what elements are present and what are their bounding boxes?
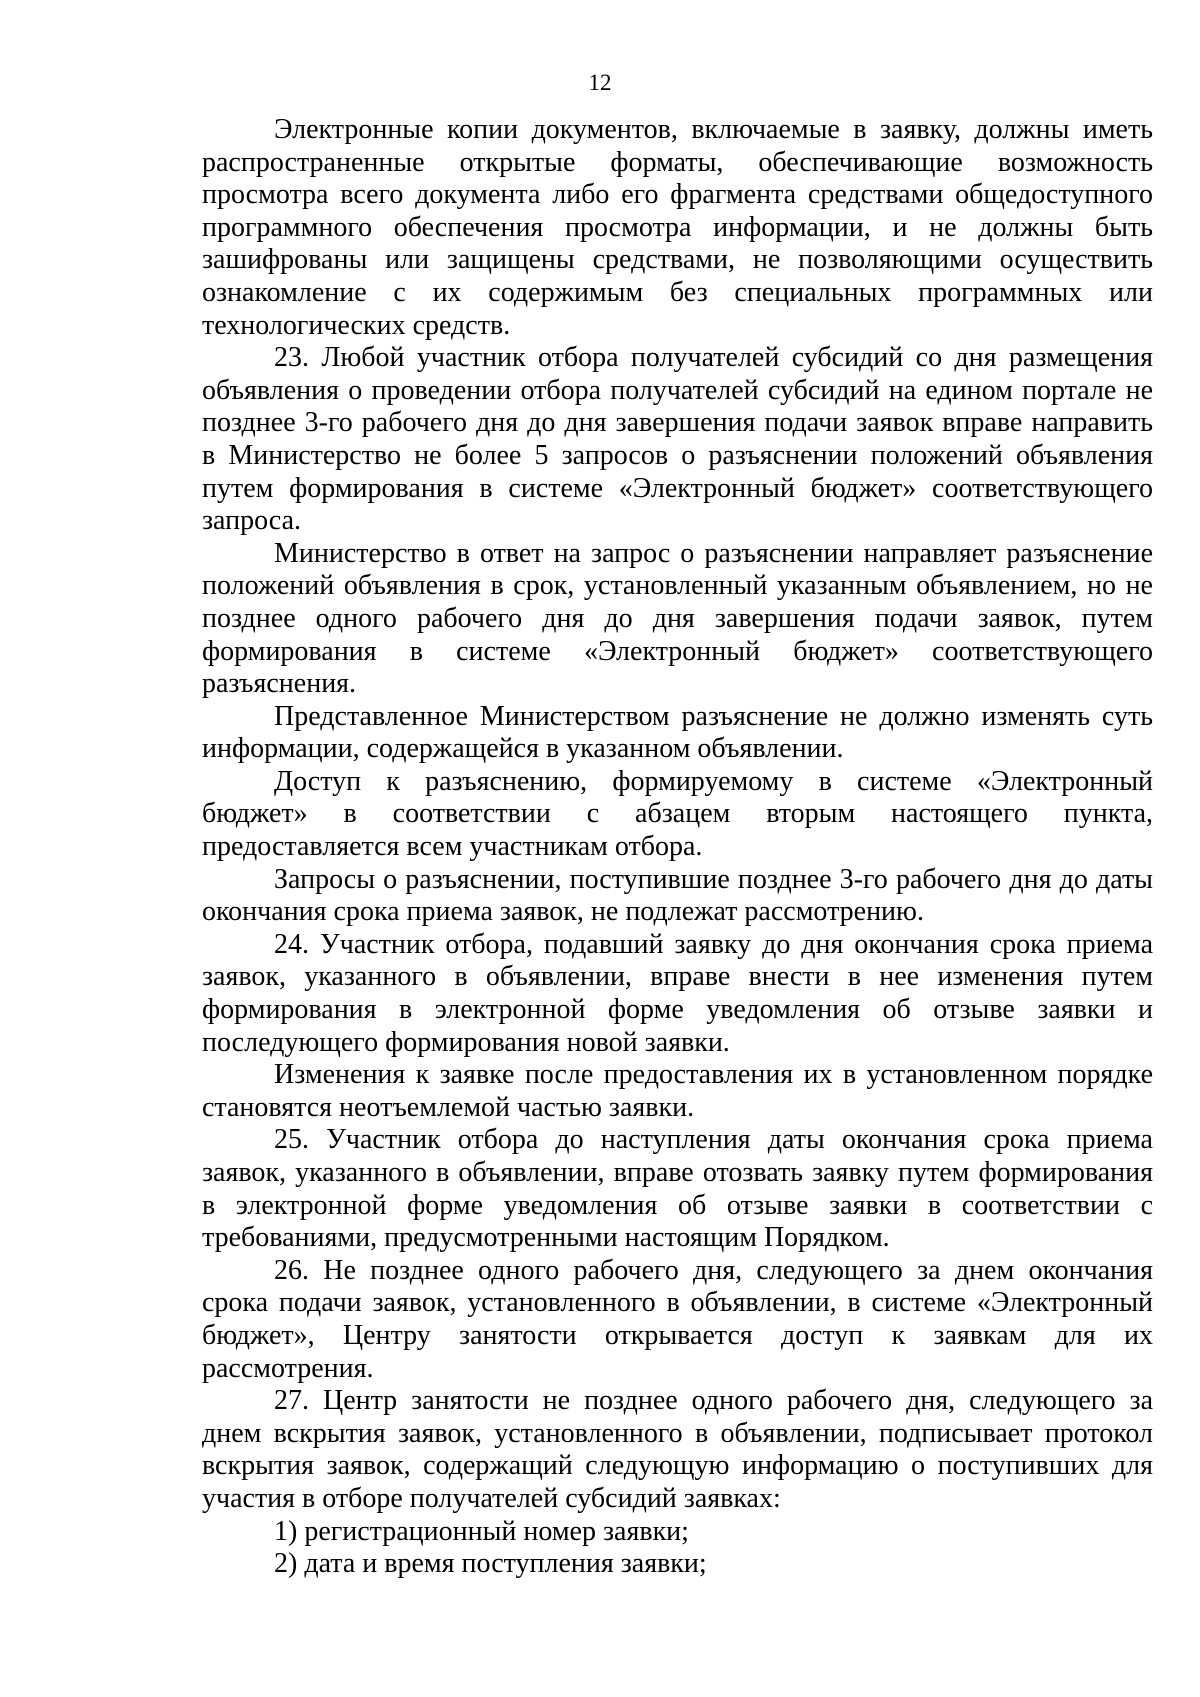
paragraph-clarification-content: Представленное Министерством разъяснение не должно изменять суть информации, содержащейся в указанном объявлении. xyxy=(202,700,1153,765)
list-item-registration-number: 1) регистрационный номер заявки; xyxy=(274,1515,689,1547)
paragraph-ministry-response: Министерство в ответ на запрос о разъяснении направляет разъяснение положений объявления в срок, установленный указанным объявлением, но не позднее одного рабочего дня до дня завершения подачи заявок, путем формирования в системе «Электронный бюджет» соответствующего разъяснения. xyxy=(202,537,1153,700)
paragraph-26: 26. Не позднее одного рабочего дня, следующего за днем окончания срока подачи заявок, установленного в объявлении, в системе «Электронный бюджет», Центру занятости открывается доступ к заявкам для их рассмотрения. xyxy=(202,1254,1153,1384)
paragraph-23: 23. Любой участник отбора получателей субсидий со дня размещения объявления о проведении отбора получателей субсидий на едином портале не позднее 3-го рабочего дня до дня завершения подачи заявок вправе направить в Министерство не более 5 запросов о разъяснении положений объявления путем формирования в системе «Электронный бюджет» соответствующего запроса. xyxy=(202,342,1153,537)
document-body xyxy=(202,114,1153,1581)
paragraph-application-changes: Изменения к заявке после предоставления их в установленном порядке становятся неотъемлемой частью заявки. xyxy=(202,1059,1153,1123)
paragraph-clarification-access: Доступ к разъяснению, формируемому в системе «Электронный бюджет» в соответствии с абзацем вторым настоящего пункта, предоставляется всем участникам отбора. xyxy=(202,765,1153,863)
paragraph-24: 24. Участник отбора, подавший заявку до дня окончания срока приема заявок, указанного в объявлении, вправе внести в нее изменения путем формирования в электронной форме уведомления об отзыве заявки и последующего формирования новой заявки. xyxy=(202,928,1153,1058)
list-item-date-time: 2) дата и время поступления заявки; xyxy=(274,1548,707,1580)
paragraph-27: 27. Центр занятости не позднее одного рабочего дня, следующего за днем вскрытия заявок, установленного в объявлении, подписывает протокол вскрытия заявок, содержащий следующую информацию о поступивших для участия в отборе получателей субсидий заявках: xyxy=(202,1385,1153,1514)
paragraph-late-requests: Запросы о разъяснении, поступившие позднее 3-го рабочего дня до даты окончания срока приема заявок, не подлежат рассмотрению. xyxy=(202,863,1153,928)
page-number: 12 xyxy=(588,70,612,95)
paragraph-electronic-copies: Электронные копии документов, включаемые в заявку, должны иметь распространенные открытые форматы, обеспечивающие возможность просмотра всего документа либо его фрагмента средствами общедоступного программного обеспечения просмотра информации, и не должны быть зашифрованы или защищены средствами, не позволяющими осуществить ознакомление с их содержимым без специальных программных или технологических средств. xyxy=(202,114,1153,341)
paragraph-25: 25. Участник отбора до наступления даты окончания срока приема заявок, указанного в объявлении, вправе отозвать заявку путем формирования в электронной форме уведомления об отзыве заявки в соответствии с требованиями, предусмотренными настоящим Порядком. xyxy=(202,1124,1153,1254)
